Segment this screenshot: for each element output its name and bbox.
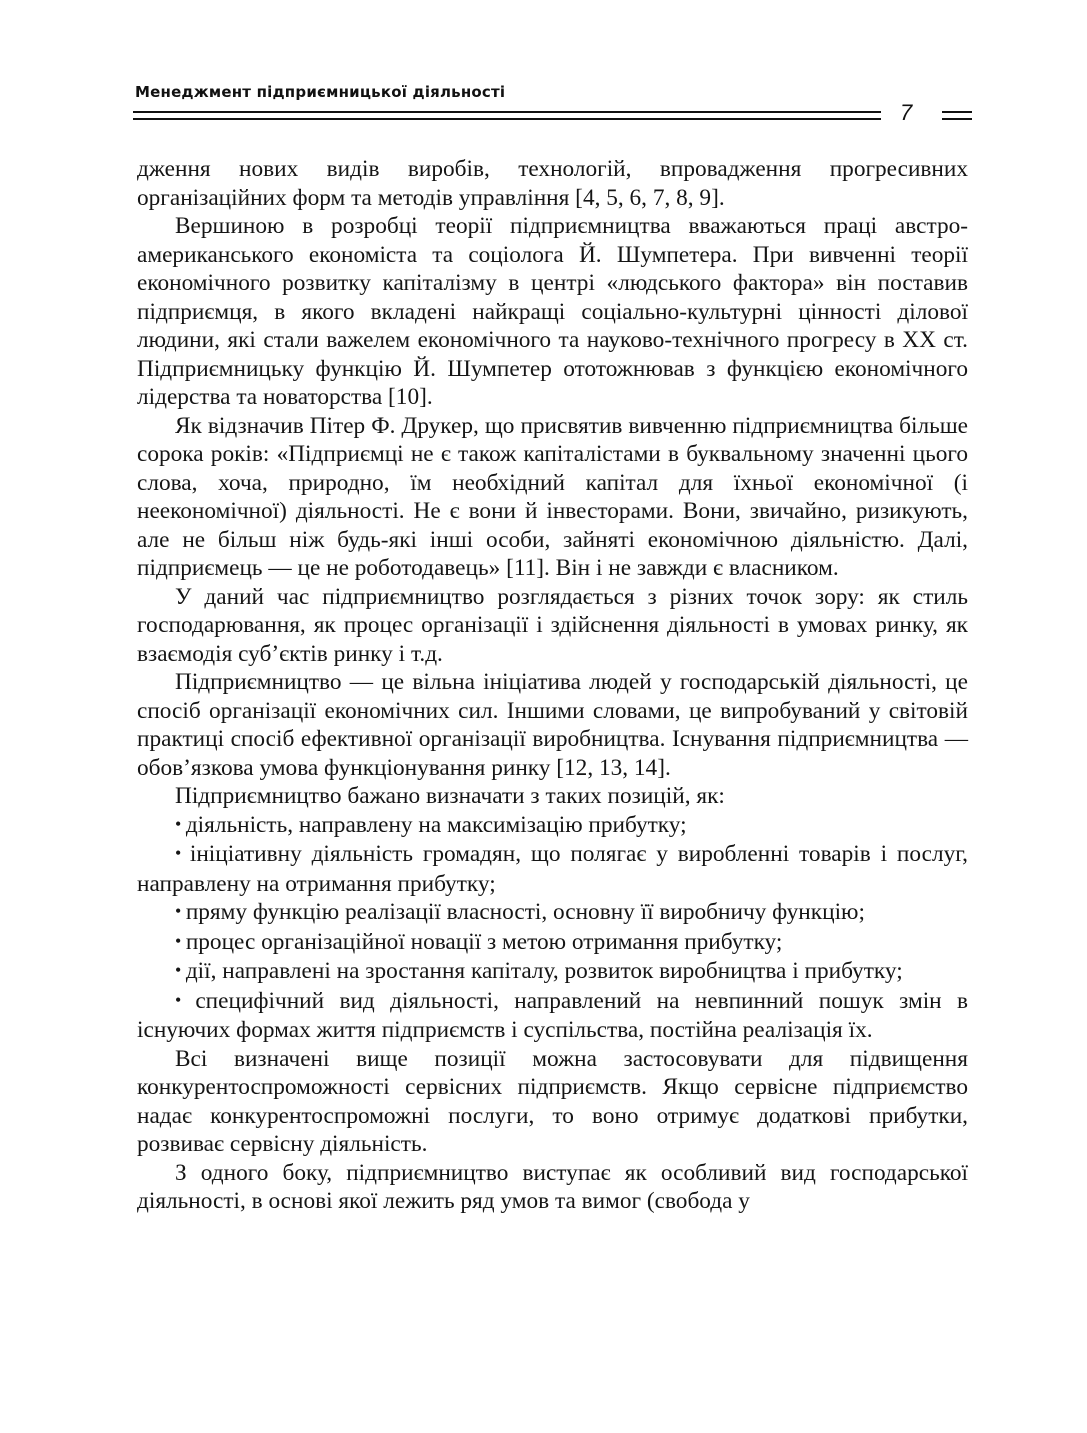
paragraph-definition: Підприємництво — це вільна ініціатива людей у господарській діяльності, це спосіб організації економічних сил. Іншими словами, це випробуваний у світовій практиці спосіб ефективної організації виробництва. Існування підприємництва — обов’язкова умова функціонування ринку [12, 13, 14]. xyxy=(137,669,968,781)
list-item: • пряму функцію реалізації власності, основну її виробничу функцію; xyxy=(137,898,968,928)
paragraph-economic-activity: З одного боку, підприємництво виступає як особливий вид господарської діяльності, в основі якої лежить ряд умов та вимог (свобода у xyxy=(137,1159,968,1214)
list-item: • ініціативну діяльність громадян, що полягає у виробленні товарів і послуг, направлену на отримання прибутку; xyxy=(137,840,968,898)
list-item: • діяльність, направлену на максимізацію прибутку; xyxy=(137,811,968,841)
page-number-rule-top xyxy=(942,111,972,113)
paragraph-drucker: Як відзначив Пітер Ф. Друкер, що присвятив вивченню підприємництва більше сорока років: «Підприємці не є також капіталістами в буквальному значенні цього слова, хоча, природно, їм необхідний капітал для їхньої економічної (і неекономічної) діяльності. Не є вони й інвесторами. Вони, звичайно, ризикують, але не більш ніж будь-які інші особи, зайняті економічною діяльністю. Далі, підприємець — це не роботодавець» [11]. Він і не завжди є власником. xyxy=(137,412,968,581)
running-header: Менеджмент підприємницької діяльності xyxy=(135,83,506,101)
paragraph-list-intro: Підприємництво бажано визначати з таких позицій, як: xyxy=(175,783,725,809)
header-rule-bottom xyxy=(133,118,881,120)
paragraph-competitiveness: Всі визначені вище позиції можна застосовувати для підвищення конкурентоспроможності сервісних підприємств. Якщо сервісне підприємство надає конкурентоспроможні послуги, то воно отримує додаткові прибутки, розвиває сервісну діяльність. xyxy=(137,1045,968,1157)
list-item: • процес організаційної новації з метою отримання прибутку; xyxy=(137,928,968,958)
paragraph-continuation: дження нових видів виробів, технологій, впровадження прогресивних організаційних форм та методів управління [4, 5, 6, 7, 8, 9]. xyxy=(137,156,968,211)
list-item: • специфічний вид діяльності, направлений на невпинний пошук змін в існуючих формах життя підприємств і суспільства, постійна реалізація їх. xyxy=(137,987,968,1045)
list-item: • дії, направлені на зростання капіталу, розвиток виробництва і прибутку; xyxy=(137,957,968,987)
paragraph-schumpeter: Вершиною в розробці теорії підприємництва вважаються праці австро-американського економіста та соціолога Й. Шумпетера. При вивченні теорії економічного розвитку капіталізму в центрі «людського фактора» він поставив підприємця, в якого вкладені найкращі соціально-культурні цінності ділової людини, які стали важелем економічного та науково-технічного прогресу в ХХ ст. Підприємницьку функцію Й. Шумпетер ототожнював з функцією економічного лідерства та новаторства [10]. xyxy=(137,213,968,410)
body-text xyxy=(137,155,968,1216)
header-rule-top xyxy=(133,111,881,113)
page-number: 7 xyxy=(900,100,913,125)
paragraph-viewpoints: У даний час підприємництво розглядається з різних точок зору: як стиль господарювання, як процес організації і здійснення діяльності в умовах ринку, як взаємодія суб’єктів ринку і т.д. xyxy=(137,583,968,667)
page-number-rule-bottom xyxy=(942,118,972,120)
